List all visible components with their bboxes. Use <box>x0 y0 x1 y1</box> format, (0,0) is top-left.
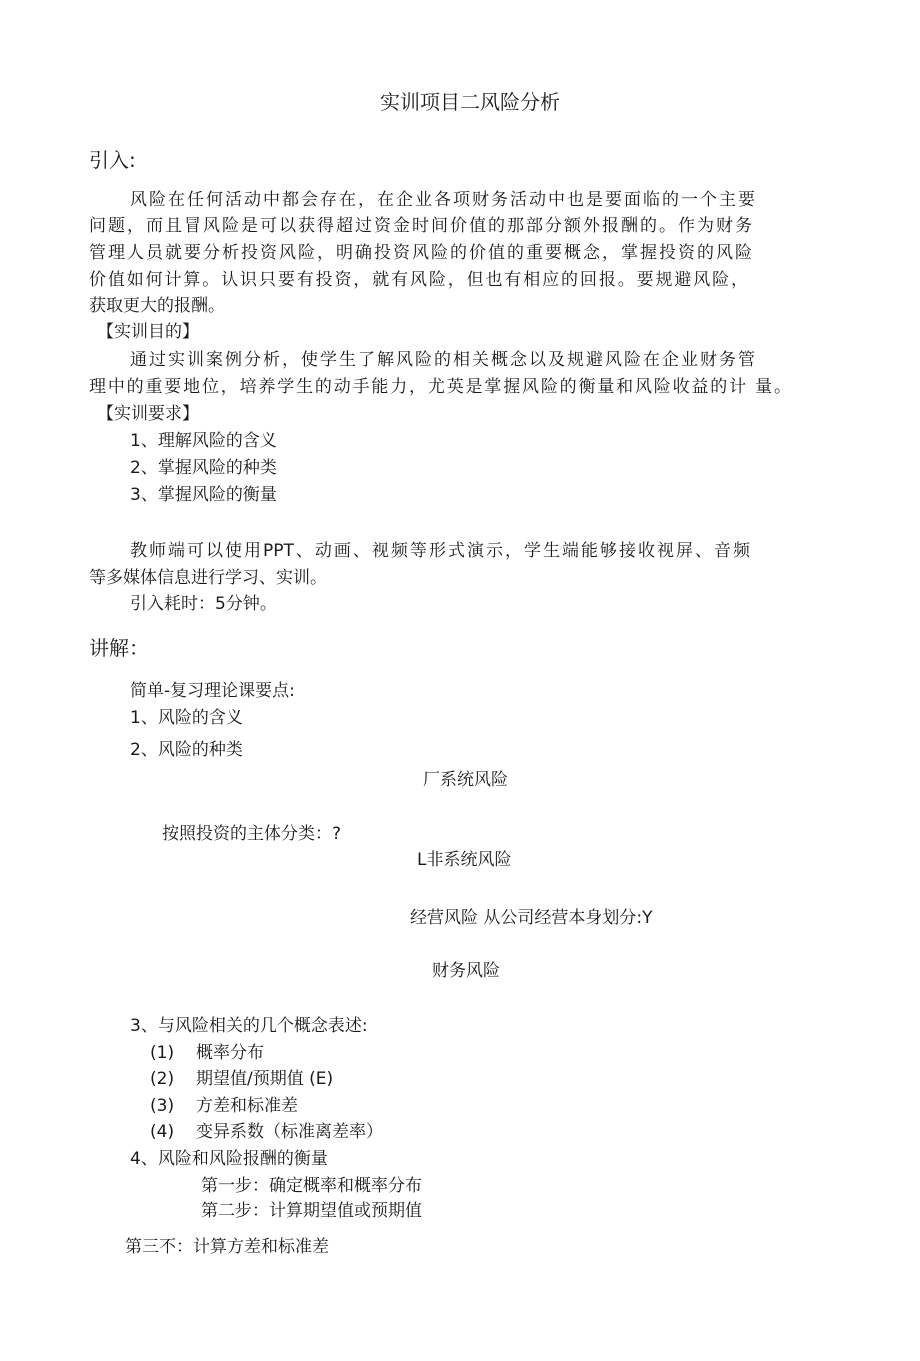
review-line: 简单-复习理论课要点: <box>130 681 295 701</box>
by-subject-label: 按照投资的主体分类：? <box>162 824 342 844</box>
concept-text: 变异系数（标准离差率） <box>196 1122 383 1142</box>
step-line: 第一步：确定概率和概率分布 <box>201 1176 422 1196</box>
concept-text: 期望值/预期值 (E) <box>196 1069 334 1089</box>
concept-text: 方差和标准差 <box>196 1096 298 1116</box>
goal-line: 理中的重要地位，培养学生的动手能力，尤英是掌握风险的衡量和风险收益的计 量。 <box>89 377 791 397</box>
intro-paragraph-line: 问题，而且冒风险是可以获得超过资金时间价值的那部分额外报酬的。作为财务 <box>89 216 752 236</box>
concept-item <box>150 1069 333 1089</box>
unsystematic-risk: L非系统风险 <box>417 850 512 870</box>
requirement-item: 1、理解风险的含义 <box>130 431 277 451</box>
financial-risk: 财务风险 <box>432 961 500 981</box>
page-title: 实训项目二风险分析 <box>380 90 560 114</box>
concept-text: 概率分布 <box>196 1043 264 1063</box>
concept-item <box>150 1043 264 1063</box>
intro-paragraph-line: 管理人员就要分析投资风险，明确投资风险的价值的重要概念，掌握投资的风险 <box>89 243 752 263</box>
goal-line: 通过实训案例分析，使学生了解风险的相关概念以及规避风险在企业财务管 <box>130 350 755 370</box>
intro-paragraph-line: 获取更大的报酬。 <box>89 296 225 316</box>
intro-paragraph-line: 价值如何计算。认识只要有投资，就有风险，但也有相应的回报。要规避风险， <box>89 270 748 290</box>
intro-paragraph-line: 风险在任何活动中都会存在，在企业各项财务活动中也是要面临的一个主要 <box>130 190 755 210</box>
goal-heading: 【实训目的】 <box>97 322 199 342</box>
lecture-item: 3、与风险相关的几个概念表述: <box>130 1016 368 1036</box>
requirement-item: 3、掌握风险的衡量 <box>130 485 277 505</box>
teacher-line: 等多媒体信息进行学习、实训。 <box>89 568 327 588</box>
concept-number: (1) <box>150 1043 175 1063</box>
requirements-heading: 【实训要求】 <box>97 404 199 424</box>
concept-number: (4) <box>150 1122 175 1142</box>
teacher-line: 教师端可以使用PPT、动画、视频等形式演示，学生端能够接收视屏、音频 <box>130 541 750 561</box>
concept-number: (3) <box>150 1096 175 1116</box>
lecture-heading: 讲解： <box>89 636 149 660</box>
requirement-item: 2、掌握风险的种类 <box>130 458 277 478</box>
lecture-item: 4、风险和风险报酬的衡量 <box>130 1149 328 1169</box>
lecture-item: 2、风险的种类 <box>130 740 243 760</box>
step-line: 第三不：计算方差和标准差 <box>125 1237 329 1257</box>
step-line: 第二步：计算期望值或预期值 <box>201 1201 422 1221</box>
operating-risk: 经营风险 从公司经营本身划分:Y <box>410 908 653 928</box>
intro-heading: 引入: <box>89 148 136 172</box>
lecture-item: 1、风险的含义 <box>130 708 243 728</box>
concept-item <box>150 1096 298 1116</box>
systematic-risk: 厂系统风险 <box>423 770 508 790</box>
concept-item <box>150 1122 383 1142</box>
concept-number: (2) <box>150 1069 175 1089</box>
intro-time: 引入耗时：5分钟。 <box>130 594 277 614</box>
